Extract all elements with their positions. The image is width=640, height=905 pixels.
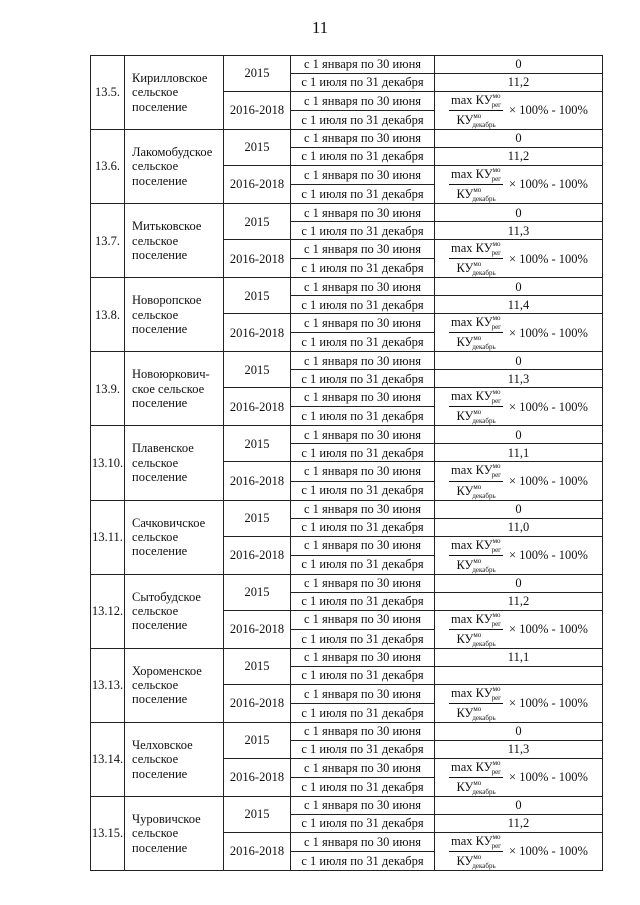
formula-numerator xyxy=(449,462,503,481)
period-first-half: с 1 января по 30 июня xyxy=(291,722,435,740)
formula-cell xyxy=(435,166,603,204)
formula-denominator-text: КУ xyxy=(456,631,474,646)
formula-numerator xyxy=(449,759,503,778)
value-second-half xyxy=(435,666,603,684)
formula-denominator xyxy=(454,482,497,500)
period-first-half: с 1 января по 30 июня xyxy=(291,278,435,296)
formula-denominator xyxy=(454,259,497,277)
settlement-name: Лакомобудское сельское поселение xyxy=(125,130,224,204)
formula-cell xyxy=(435,832,603,870)
value-first-half: 0 xyxy=(435,796,603,814)
formula-denominator-sub: декабрь xyxy=(472,269,496,278)
growth-formula xyxy=(449,537,588,574)
period-first-half: с 1 января по 30 июня xyxy=(291,500,435,518)
formula-tail: × 100% - 100% xyxy=(509,103,588,118)
value-second-half: 11,3 xyxy=(435,222,603,240)
table-row xyxy=(91,204,603,222)
formula-numerator-sub: рег xyxy=(491,841,502,850)
period-first-half: с 1 января по 30 июня xyxy=(291,426,435,444)
formula-numerator-sup: мо xyxy=(492,684,501,693)
formula-numerator xyxy=(449,388,503,407)
value-second-half: 11,2 xyxy=(435,592,603,610)
year-2015: 2015 xyxy=(224,278,291,314)
table-row xyxy=(91,796,603,814)
value-first-half: 0 xyxy=(435,426,603,444)
period-second-half: с 1 июля по 31 декабря xyxy=(291,333,435,352)
formula-denominator xyxy=(454,704,497,722)
year-2015: 2015 xyxy=(224,204,291,240)
period-second-half: с 1 июля по 31 декабря xyxy=(291,296,435,314)
formula-denominator-sub: декабрь xyxy=(472,713,496,722)
formula-tail: × 100% - 100% xyxy=(509,844,588,859)
formula-cell xyxy=(435,758,603,796)
period-second-half: с 1 июля по 31 декабря xyxy=(291,777,435,796)
table-row xyxy=(91,352,603,370)
formula-numerator xyxy=(449,611,503,630)
settlement-name: Сытобудское сельское поселение xyxy=(125,574,224,648)
formula-denominator-sub: декабрь xyxy=(472,491,496,500)
formula-denominator-text: КУ xyxy=(456,261,474,276)
value-second-half: 11,3 xyxy=(435,370,603,388)
period-first-half: с 1 января по 30 июня xyxy=(291,574,435,592)
row-number: 13.5. xyxy=(91,56,125,130)
period-second-half: с 1 июля по 31 декабря xyxy=(291,444,435,462)
year-2015: 2015 xyxy=(224,574,291,610)
formula-denominator xyxy=(454,185,497,203)
formula-numerator-sup: мо xyxy=(492,388,501,397)
period-second-half: с 1 июля по 31 декабря xyxy=(291,481,435,500)
formula-denominator-sub: декабрь xyxy=(472,343,496,352)
period-second-half: с 1 июля по 31 декабря xyxy=(291,185,435,204)
formula-numerator-text: max КУ xyxy=(451,93,493,107)
table-row xyxy=(91,426,603,444)
page-number: 11 xyxy=(311,18,329,37)
tariff-table xyxy=(90,55,603,871)
period-first-half: с 1 января по 30 июня xyxy=(291,758,435,777)
value-first-half: 0 xyxy=(435,278,603,296)
row-number: 13.7. xyxy=(91,204,125,278)
formula-denominator-sub: декабрь xyxy=(472,639,496,648)
tariff-table-body xyxy=(91,56,603,871)
formula-fraction xyxy=(449,462,503,499)
formula-numerator xyxy=(449,833,503,852)
formula-denominator-text: КУ xyxy=(456,483,474,498)
period-first-half: с 1 января по 30 июня xyxy=(291,648,435,666)
formula-denominator-sub: декабрь xyxy=(472,417,496,426)
period-first-half: с 1 января по 30 июня xyxy=(291,388,435,407)
formula-numerator-sub: рег xyxy=(491,619,502,628)
period-second-half: с 1 июля по 31 декабря xyxy=(291,629,435,648)
years-2016-2018: 2016-2018 xyxy=(224,388,291,426)
formula-numerator-sup: мо xyxy=(492,832,501,841)
table-row xyxy=(91,278,603,296)
growth-formula xyxy=(449,240,588,277)
year-2015: 2015 xyxy=(224,722,291,758)
formula-numerator-sub: рег xyxy=(491,397,502,406)
formula-denominator-sub: декабрь xyxy=(472,195,496,204)
growth-formula xyxy=(449,685,588,722)
row-number: 13.10. xyxy=(91,426,125,500)
formula-tail: × 100% - 100% xyxy=(509,622,588,637)
formula-fraction xyxy=(449,314,503,351)
formula-fraction xyxy=(449,833,503,870)
years-2016-2018: 2016-2018 xyxy=(224,166,291,204)
formula-numerator xyxy=(449,314,503,333)
row-number: 13.6. xyxy=(91,130,125,204)
table-row xyxy=(91,648,603,666)
year-2015: 2015 xyxy=(224,796,291,832)
settlement-name: Челховское сельское поселение xyxy=(125,722,224,796)
period-first-half: с 1 января по 30 июня xyxy=(291,352,435,370)
formula-denominator-sup: мо xyxy=(473,112,482,121)
table-row xyxy=(91,574,603,592)
growth-formula xyxy=(449,611,588,648)
period-first-half: с 1 января по 30 июня xyxy=(291,166,435,185)
period-first-half: с 1 января по 30 июня xyxy=(291,462,435,481)
value-first-half: 0 xyxy=(435,500,603,518)
value-first-half: 0 xyxy=(435,574,603,592)
formula-fraction xyxy=(449,166,503,203)
formula-denominator-sup: мо xyxy=(473,482,482,491)
growth-formula xyxy=(449,314,588,351)
period-first-half: с 1 января по 30 июня xyxy=(291,92,435,111)
row-number: 13.12. xyxy=(91,574,125,648)
formula-denominator-sub: декабрь xyxy=(472,787,496,796)
year-2015: 2015 xyxy=(224,500,291,536)
year-2015: 2015 xyxy=(224,352,291,388)
period-second-half: с 1 июля по 31 декабря xyxy=(291,518,435,536)
formula-numerator-sup: мо xyxy=(492,92,501,100)
formula-numerator-text: max КУ xyxy=(451,389,493,404)
formula-numerator-text: max КУ xyxy=(451,315,493,330)
settlement-name: Митьковское сельское поселение xyxy=(125,204,224,278)
formula-denominator-text: КУ xyxy=(456,705,474,720)
formula-cell xyxy=(435,536,603,574)
growth-formula xyxy=(449,92,588,129)
formula-cell xyxy=(435,240,603,278)
row-number: 13.15. xyxy=(91,796,125,870)
formula-numerator-text: max КУ xyxy=(451,611,493,626)
period-first-half: с 1 января по 30 июня xyxy=(291,240,435,259)
row-number: 13.14. xyxy=(91,722,125,796)
formula-numerator xyxy=(449,685,503,704)
year-2015: 2015 xyxy=(224,648,291,684)
settlement-name: Плавенское сельское поселение xyxy=(125,426,224,500)
formula-denominator-sup: мо xyxy=(473,778,482,787)
row-number: 13.9. xyxy=(91,352,125,426)
formula-denominator-sup: мо xyxy=(473,186,482,195)
formula-numerator-text: max КУ xyxy=(451,463,493,478)
formula-numerator-text: max КУ xyxy=(451,167,493,182)
formula-denominator xyxy=(454,852,497,870)
period-second-half: с 1 июля по 31 декабря xyxy=(291,592,435,610)
formula-numerator-text: max КУ xyxy=(451,241,493,256)
value-first-half: 0 xyxy=(435,352,603,370)
years-2016-2018: 2016-2018 xyxy=(224,832,291,870)
settlement-name: Хороменское сельское поселение xyxy=(125,648,224,722)
period-second-half: с 1 июля по 31 декабря xyxy=(291,666,435,684)
formula-numerator-sub: рег xyxy=(491,545,502,554)
settlement-name: Кирилловское сельское поселение xyxy=(125,56,224,130)
formula-denominator-text: КУ xyxy=(456,409,474,424)
formula-fraction xyxy=(449,92,503,129)
formula-denominator-sup: мо xyxy=(473,704,482,713)
table-row xyxy=(91,722,603,740)
period-second-half: с 1 июля по 31 декабря xyxy=(291,703,435,722)
formula-denominator-sup: мо xyxy=(473,260,482,269)
period-second-half: с 1 июля по 31 декабря xyxy=(291,851,435,870)
table-row xyxy=(91,130,603,148)
value-first-half: 0 xyxy=(435,56,603,74)
formula-denominator xyxy=(454,630,497,648)
value-second-half: 11,4 xyxy=(435,296,603,314)
period-second-half: с 1 июля по 31 декабря xyxy=(291,370,435,388)
formula-numerator-sub: рег xyxy=(491,693,502,702)
formula-cell xyxy=(435,388,603,426)
formula-cell xyxy=(435,462,603,500)
period-first-half: с 1 января по 30 июня xyxy=(291,832,435,851)
formula-fraction xyxy=(449,611,503,648)
year-2015: 2015 xyxy=(224,426,291,462)
period-first-half: с 1 января по 30 июня xyxy=(291,204,435,222)
period-first-half: с 1 января по 30 июня xyxy=(291,610,435,629)
period-first-half: с 1 января по 30 июня xyxy=(291,796,435,814)
formula-fraction xyxy=(449,388,503,425)
row-number: 13.8. xyxy=(91,278,125,352)
period-second-half: с 1 июля по 31 декабря xyxy=(291,407,435,426)
formula-numerator-sup: мо xyxy=(492,758,501,767)
formula-cell xyxy=(435,92,603,130)
formula-denominator-text: КУ xyxy=(456,335,474,350)
formula-numerator-sup: мо xyxy=(492,240,501,249)
formula-denominator-text: КУ xyxy=(456,187,474,202)
formula-denominator-sup: мо xyxy=(473,334,482,343)
formula-numerator-sub: рег xyxy=(491,175,502,184)
formula-tail: × 100% - 100% xyxy=(509,770,588,785)
period-second-half: с 1 июля по 31 декабря xyxy=(291,259,435,278)
years-2016-2018: 2016-2018 xyxy=(224,758,291,796)
formula-tail: × 100% - 100% xyxy=(509,473,588,488)
formula-tail: × 100% - 100% xyxy=(509,177,588,192)
formula-numerator-sup: мо xyxy=(492,166,501,175)
formula-tail: × 100% - 100% xyxy=(509,251,588,266)
formula-denominator-sup: мо xyxy=(473,852,482,861)
value-second-half: 11,1 xyxy=(435,444,603,462)
formula-numerator-sup: мо xyxy=(492,462,501,471)
formula-denominator-sub: декабрь xyxy=(472,121,496,130)
value-first-half: 11,1 xyxy=(435,648,603,666)
years-2016-2018: 2016-2018 xyxy=(224,92,291,130)
value-second-half: 11,2 xyxy=(435,814,603,832)
growth-formula xyxy=(449,462,588,499)
formula-numerator-sup: мо xyxy=(492,610,501,619)
value-first-half: 0 xyxy=(435,204,603,222)
formula-fraction xyxy=(449,685,503,722)
growth-formula xyxy=(449,759,588,796)
formula-numerator xyxy=(449,166,503,185)
formula-denominator-text: КУ xyxy=(456,779,474,794)
value-first-half: 0 xyxy=(435,130,603,148)
period-second-half: с 1 июля по 31 декабря xyxy=(291,74,435,92)
formula-numerator-sub: рег xyxy=(491,471,502,480)
formula-numerator-sup: мо xyxy=(492,536,501,545)
years-2016-2018: 2016-2018 xyxy=(224,240,291,278)
period-second-half: с 1 июля по 31 декабря xyxy=(291,555,435,574)
period-second-half: с 1 июля по 31 декабря xyxy=(291,148,435,166)
formula-numerator-sup: мо xyxy=(492,314,501,323)
years-2016-2018: 2016-2018 xyxy=(224,684,291,722)
settlement-name: Новоропское сельское поселение xyxy=(125,278,224,352)
formula-denominator-text: КУ xyxy=(456,557,474,572)
formula-denominator xyxy=(454,333,497,351)
formula-denominator-text: КУ xyxy=(456,853,474,868)
period-second-half: с 1 июля по 31 декабря xyxy=(291,222,435,240)
formula-denominator xyxy=(454,407,497,425)
formula-cell xyxy=(435,684,603,722)
settlement-name: Чуровичское сельское поселение xyxy=(125,796,224,870)
value-first-half: 0 xyxy=(435,722,603,740)
value-second-half: 11,3 xyxy=(435,740,603,758)
formula-denominator xyxy=(454,778,497,796)
settlement-name: Сачковичское сельское поселение xyxy=(125,500,224,574)
growth-formula xyxy=(449,166,588,203)
formula-numerator-sub: рег xyxy=(491,101,502,109)
value-second-half: 11,0 xyxy=(435,518,603,536)
formula-tail: × 100% - 100% xyxy=(509,547,588,562)
period-first-half: с 1 января по 30 июня xyxy=(291,314,435,333)
formula-denominator xyxy=(454,111,497,129)
settlement-name: Новоюркович-ское сельское поселение xyxy=(125,352,224,426)
period-second-half: с 1 июля по 31 декабря xyxy=(291,814,435,832)
year-2015: 2015 xyxy=(224,130,291,166)
period-first-half: с 1 января по 30 июня xyxy=(291,536,435,555)
period-second-half: с 1 июля по 31 декабря xyxy=(291,111,435,130)
years-2016-2018: 2016-2018 xyxy=(224,536,291,574)
formula-numerator-text: max КУ xyxy=(451,833,493,848)
formula-cell xyxy=(435,610,603,648)
years-2016-2018: 2016-2018 xyxy=(224,610,291,648)
period-first-half: с 1 января по 30 июня xyxy=(291,56,435,74)
year-2015: 2015 xyxy=(224,56,291,92)
formula-numerator xyxy=(449,92,503,111)
years-2016-2018: 2016-2018 xyxy=(224,462,291,500)
formula-cell xyxy=(435,314,603,352)
formula-numerator xyxy=(449,537,503,556)
formula-numerator-text: max КУ xyxy=(451,759,493,774)
formula-fraction xyxy=(449,240,503,277)
value-second-half: 11,2 xyxy=(435,74,603,92)
period-first-half: с 1 января по 30 июня xyxy=(291,684,435,703)
formula-denominator xyxy=(454,556,497,574)
formula-fraction xyxy=(449,759,503,796)
formula-numerator-text: max КУ xyxy=(451,685,493,700)
growth-formula xyxy=(449,833,588,870)
formula-denominator-text: КУ xyxy=(456,113,474,128)
period-first-half: с 1 января по 30 июня xyxy=(291,130,435,148)
formula-numerator-sub: рег xyxy=(491,323,502,332)
row-number: 13.13. xyxy=(91,648,125,722)
formula-numerator xyxy=(449,240,503,259)
value-second-half: 11,2 xyxy=(435,148,603,166)
formula-denominator-sub: декабрь xyxy=(472,565,496,574)
formula-numerator-sub: рег xyxy=(491,767,502,776)
formula-denominator-sup: мо xyxy=(473,408,482,417)
table-row xyxy=(91,500,603,518)
period-second-half: с 1 июля по 31 декабря xyxy=(291,740,435,758)
table-row xyxy=(91,56,603,74)
formula-fraction xyxy=(449,537,503,574)
formula-denominator-sub: декабрь xyxy=(472,861,496,870)
row-number: 13.11. xyxy=(91,500,125,574)
formula-tail: × 100% - 100% xyxy=(509,696,588,711)
formula-tail: × 100% - 100% xyxy=(509,399,588,414)
formula-tail: × 100% - 100% xyxy=(509,325,588,340)
years-2016-2018: 2016-2018 xyxy=(224,314,291,352)
formula-numerator-sub: рег xyxy=(491,249,502,258)
formula-numerator-text: max КУ xyxy=(451,537,493,552)
formula-denominator-sup: мо xyxy=(473,630,482,639)
formula-denominator-sup: мо xyxy=(473,556,482,565)
growth-formula xyxy=(449,388,588,425)
